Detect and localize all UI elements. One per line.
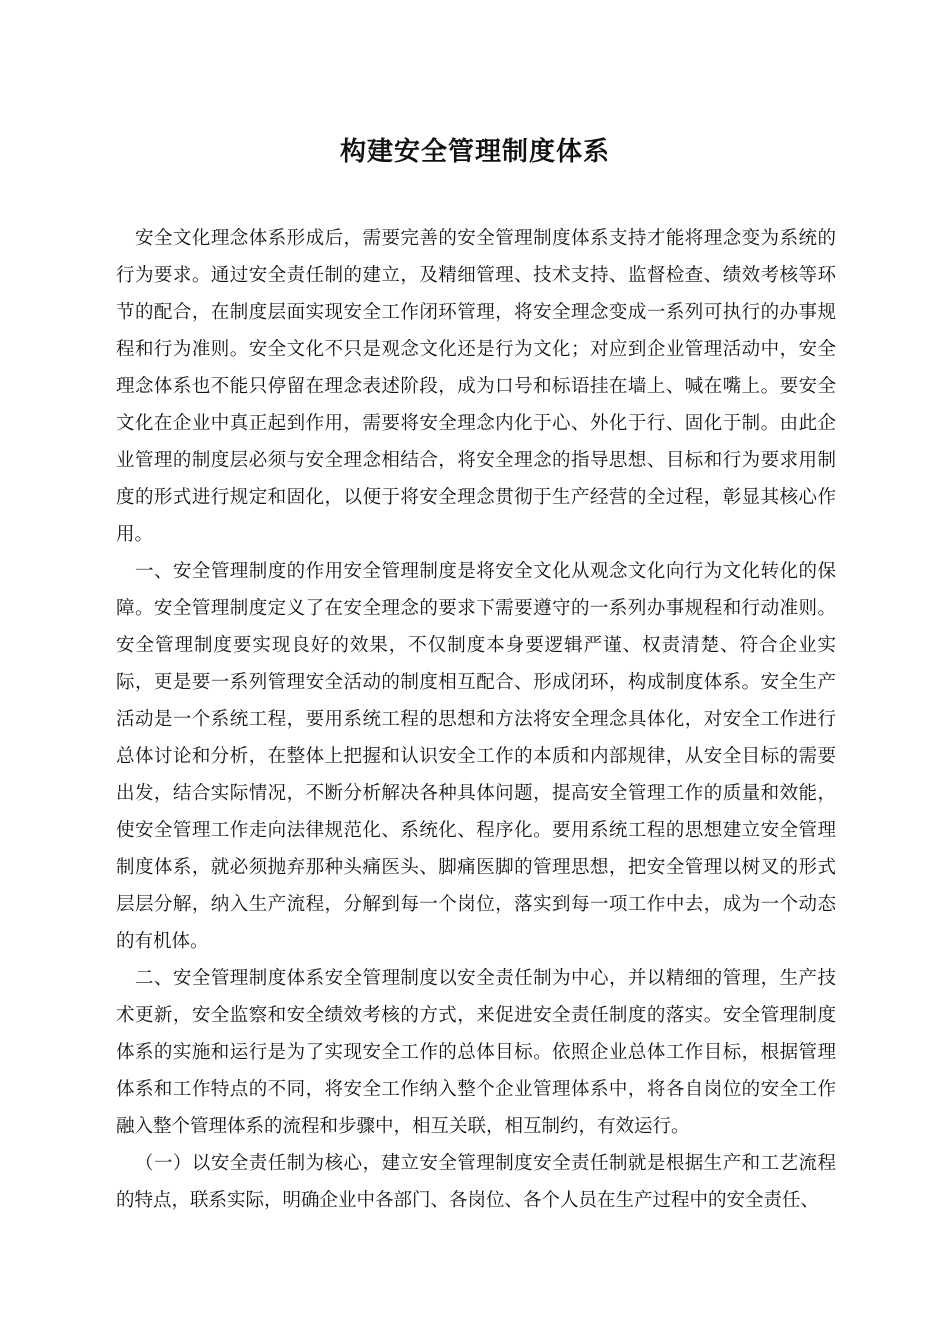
document-body: [116, 220, 836, 1219]
paragraph-section-2: 二、安全管理制度体系安全管理制度以安全责任制为中心，并以精细的管理，生产技术更新，安全监察和安全绩效考核的方式，来促进安全责任制度的落实。安全管理制度体系的实施和运行是为了实现安全工作的总体目标。依照企业总体工作目标，根据管理体系和工作特点的不同，将安全工作纳入整个企业管理体系中，将各自岗位的安全工作融入整个管理体系的流程和步骤中，相互关联，相互制约，有效运行。: [116, 968, 836, 1137]
document-title: 构建安全管理制度体系: [339, 137, 610, 167]
paragraph-subsection-1: （一）以安全责任制为核心，建立安全管理制度安全责任制就是根据生产和工艺流程的特点，联系实际，明确企业中各部门、各岗位、各个人员在生产过程中的安全责任、: [116, 1153, 836, 1211]
paragraph-intro: 安全文化理念体系形成后，需要完善的安全管理制度体系支持才能将理念变为系统的行为要求。通过安全责任制的建立，及精细管理、技术支持、监督检查、绩效考核等环节的配合，在制度层面实现安全工作闭环管理，将安全理念变成一系列可执行的办事规程和行为准则。安全文化不只是观念文化还是行为文化；对应到企业管理活动中，安全理念体系也不能只停留在理念表述阶段，成为口号和标语挂在墙上、喊在嘴上。要安全文化在企业中真正起到作用，需要将安全理念内化于心、外化于行、固化于制。由此企业管理的制度层必须与安全理念相结合，将安全理念的指导思想、目标和行为要求用制度的形式进行规定和固化，以便于将安全理念贯彻于生产经营的全过程，彰显其核心作用。: [116, 228, 836, 545]
paragraph-section-1: 一、安全管理制度的作用安全管理制度是将安全文化从观念文化向行为文化转化的保障。安全管理制度定义了在安全理念的要求下需要遵守的一系列办事规程和行动准则。安全管理制度要实现良好的效果，不仅制度本身要逻辑严谨、权责清楚、符合企业实际，更是要一系列管理安全活动的制度相互配合、形成闭环，构成制度体系。安全生产活动是一个系统工程，要用系统工程的思想和方法将安全理念具体化，对安全工作进行总体讨论和分析，在整体上把握和认识安全工作的本质和内部规律，从安全目标的需要出发，结合实际情况，不断分析解决各种具体问题，提高安全管理工作的质量和效能，使安全管理工作走向法律规范化、系统化、程序化。要用系统工程的思想建立安全管理制度体系，就必须抛弃那种头痛医头、脚痛医脚的管理思想，把安全管理以树叉的形式层层分解，纳入生产流程，分解到每一个岗位，落实到每一项工作中去，成为一个动态的有机体。: [116, 561, 836, 952]
